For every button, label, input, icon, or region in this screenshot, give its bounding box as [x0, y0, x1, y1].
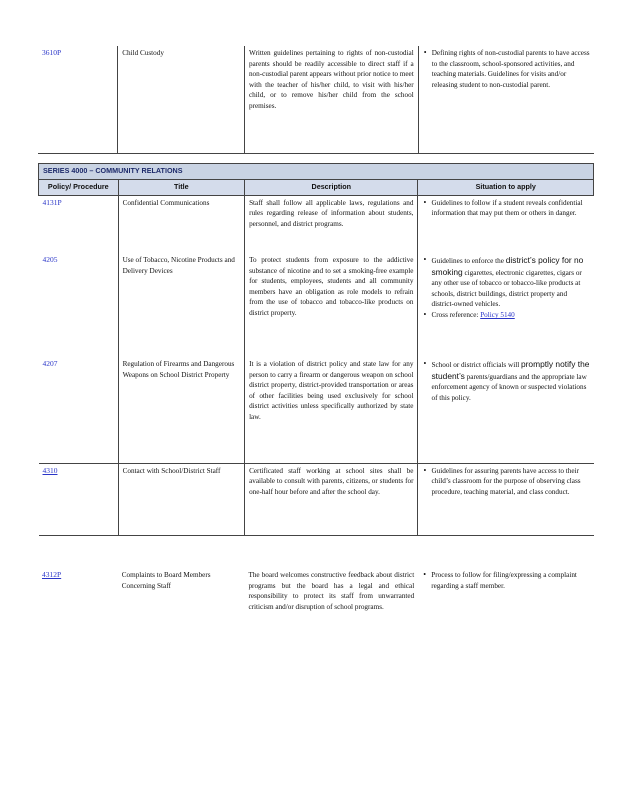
policy-description: To protect students from exposure to the addictive substance of nicotine and to set a smoking-free example for students, employees, students and all community members have an obligation as role models to refrain from the use of tobacco and tobacco-like products on district property.	[245, 253, 418, 357]
table-row	[39, 253, 594, 357]
policy-title: Use of Tobacco, Nicotine Products and Delivery Devices	[118, 253, 245, 357]
table-row	[39, 463, 594, 535]
table-row	[38, 568, 594, 648]
policy-title: Regulation of Firearms and Dangerous Weapons on School District Property	[118, 357, 245, 463]
situation-bullet: • Process to follow for filing/expressing a complaint regarding a staff member.	[431, 570, 590, 591]
table-row	[39, 195, 594, 253]
series-header	[39, 164, 594, 180]
column-header-row	[39, 180, 594, 196]
policy-description: It is a violation of district policy and state law for any person to carry a firearm or dangerous weapon on school district property, district-provided transportation or areas of other facilities being used exclusively for school district activities unless specifically authorized by state law.	[245, 357, 418, 463]
situation-bullet: • Defining rights of non-custodial parents to have access to the classroom, school-sponsored activities, and teaching materials. Guidelines for visits and/or releasing student to non-custodial parent.	[432, 48, 590, 90]
policy-code: 4207	[42, 359, 58, 369]
column-header-title: Title	[118, 180, 245, 196]
policy-description: Written guidelines pertaining to rights of non-custodial parents should be readily accessible to direct staff if a non-custodial parent appears without prior notice to meet with the teacher of his/her child, to visit with his/her child, or to remove his/her child from the school premises.	[244, 46, 418, 153]
series-table	[38, 163, 594, 536]
policy-code-link[interactable]: 4312P	[42, 570, 62, 579]
situation-bullet: • Guidelines to enforce the district’s policy for no smoking cigarettes, electronic cigarettes, cigars or any other use of tobacco or tobacco-like products at schools, district buildings, district property and district-owned vehicles.	[431, 255, 589, 310]
policy-description: Staff shall follow all applicable laws, regulations and rules regarding release of information about students, personnel, and district programs.	[245, 195, 418, 253]
policy-title: Contact with School/District Staff	[118, 463, 245, 535]
policy-5140-link[interactable]: Policy 5140	[480, 311, 515, 320]
policy-title: Child Custody	[118, 46, 245, 153]
policy-code: 4131P	[42, 197, 62, 207]
table-row	[39, 357, 594, 463]
column-header-situation: Situation to apply	[418, 180, 594, 196]
policy-title: Confidential Communications	[118, 195, 245, 253]
policy-situation	[418, 46, 594, 153]
policy-code: 3610P	[38, 46, 118, 153]
situation-bullet: • School or district officials will promptly notify the student’s parents/guardians and the appropriate law enforcement agency of known or suspected violations of this policy.	[431, 359, 589, 403]
policy-description: Certificated staff working at school sites shall be available to consult with parents, citizens, or students for one-half hour before and after the school day.	[245, 463, 418, 535]
policy-title: Complaints to Board Members Concerning Staff	[121, 571, 211, 590]
table-row	[38, 46, 594, 153]
series-title: SERIES 4000 – COMMUNITY RELATIONS	[39, 164, 594, 180]
policy-code: 4205	[42, 255, 58, 265]
top-table	[38, 46, 594, 154]
policy-description: The board welcomes constructive feedback about district programs but the board has a legal and ethical responsibility to protect its staff from unwarranted criticism and/or disruption of school programs.	[248, 571, 415, 611]
situation-bullet: • Guidelines for assuring parents have access to their child’s classroom for the purpose of observing class procedure, teaching material, and class conduct.	[431, 466, 589, 498]
cross-reference: • Cross reference: Policy 5140	[431, 310, 589, 321]
situation-bullet: • Guidelines to follow if a student reveals confidential information that may put them or others in danger.	[431, 198, 589, 219]
policy-code-link[interactable]: 4310	[42, 465, 58, 475]
column-header-policy: Policy/ Procedure	[39, 180, 119, 196]
bottom-table	[38, 568, 594, 648]
column-header-description: Description	[245, 180, 418, 196]
